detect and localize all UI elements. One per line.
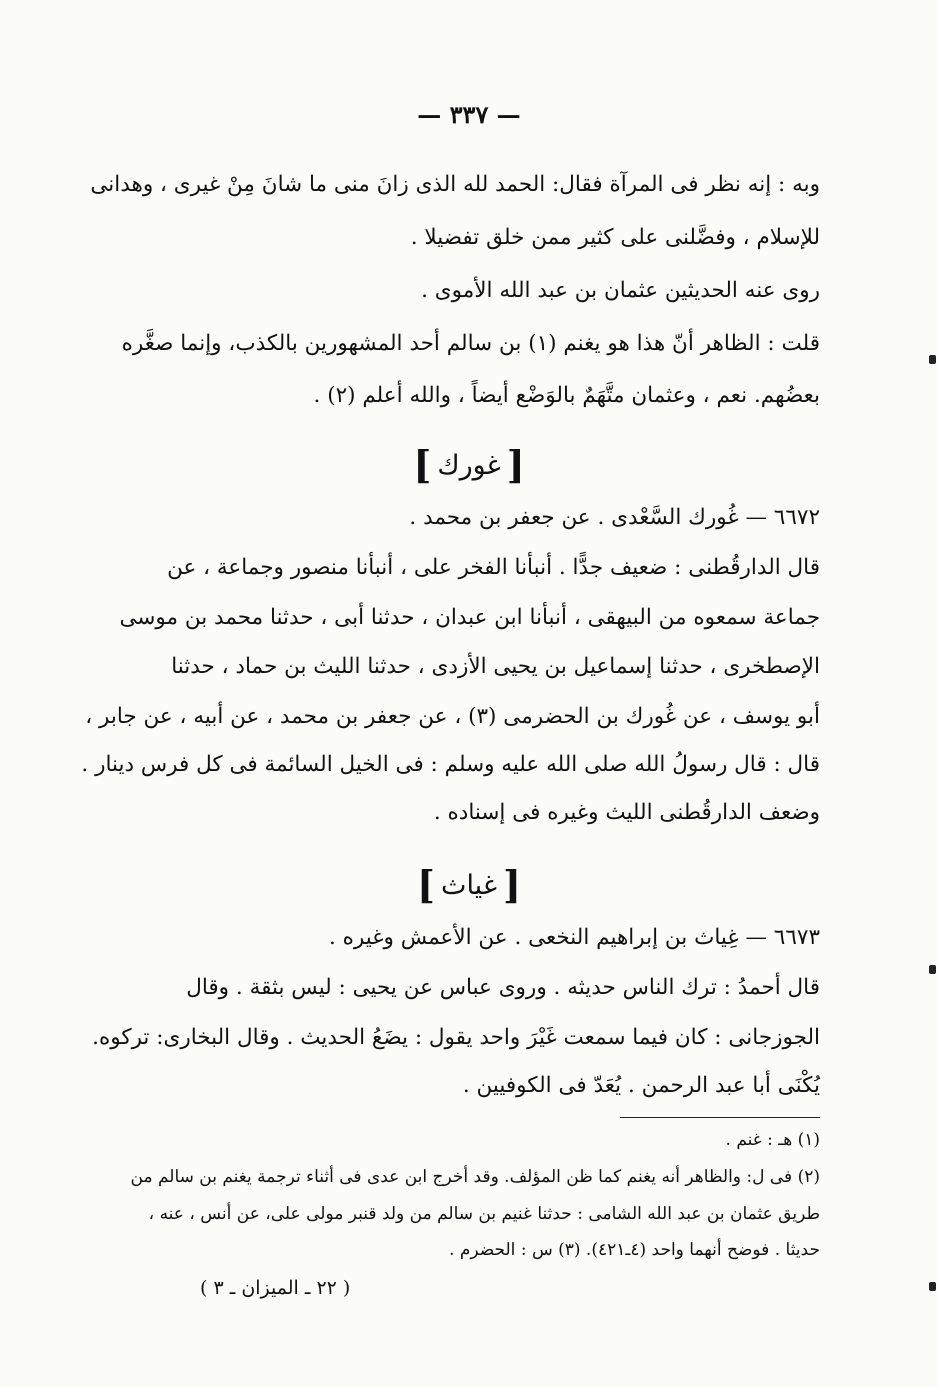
entry-line: أبو يوسف ، عن غُورك بن الحضرمى (٣) ، عن جعفر بن محمد ، عن أبيه ، عن جابر ، — [85, 704, 820, 729]
entry-line: الجوزجانى : كان فيما سمعت غَيْرَ واحد يقول : يضَعُ الحديث . وقال البخارى: تركوه. — [92, 1025, 820, 1050]
section-heading-ghawrak — [0, 442, 938, 487]
edge-mark — [929, 965, 936, 974]
entry-line: قال أحمدُ : ترك الناس حديثه . وروى عباس عن يحيى : ليس بثقة . وقال — [186, 975, 820, 1000]
body-line: قلت : الظاهر أنّ هذا هو يغنم (١) بن سالم أحد المشهورين بالكذب، وإنما صغَّره — [121, 331, 820, 356]
footnote-line: حديثا . فوضح أنهما واحد (٤ـ٤٢١). (٣) س : الحضرم . — [449, 1240, 820, 1260]
body-line: وبه : إنه نظر فى المرآة فقال: الحمد لله الذى زانَ منى ما شانَ مِنْ غيرى ، وهدانى — [90, 172, 820, 197]
bracket-close: ] — [417, 862, 436, 907]
signature-mark: ( ٢٢ ـ الميزان ـ ٣ ) — [200, 1277, 351, 1299]
footnote-line: طريق عثمان بن عبد الله الشامى : حدثنا غنيم بن سالم من ولد قنبر مولى على، عن أنس ، عنه ، — [148, 1204, 820, 1224]
entry-line: الإصطخرى ، حدثنا إسماعيل بن يحيى الأزدى ، حدثنا الليث بن حماد ، حدثنا — [171, 654, 820, 679]
entry-line: قال : قال رسولُ الله صلى الله عليه وسلم : فى الخيل السائمة فى كل فرس دينار . — [81, 752, 820, 777]
section-heading-text: غورك — [437, 450, 501, 481]
body-line: بعضُهم. نعم ، وعثمان متَّهَمٌ بالوَضْع أيضاً ، والله أعلم (٢) . — [313, 383, 820, 408]
body-line: للإسلام ، وفضَّلنى على كثير ممن خلق تفضيلا . — [410, 225, 820, 250]
entry-line: ٦٦٧٢ — غُورك السَّعْدى . عن جعفر بن محمد . — [409, 505, 820, 530]
page-number: — ٣٣٧ — — [417, 100, 521, 129]
edge-mark — [929, 1282, 936, 1291]
footnote-line: (٢) فى ل: والظاهر أنه يغنم كما ظن المؤلف. وقد أخرج ابن عدى فى أثناء ترجمة يغنم بن سالم من — [130, 1167, 820, 1187]
section-heading-text: غياث — [441, 870, 497, 901]
body-line: روى عنه الحديثين عثمان بن عبد الله الأموى . — [421, 278, 820, 303]
bracket-open: [ — [506, 442, 525, 487]
entry-line: يُكْنَى أبا عبد الرحمن . يُعَدّ فى الكوفيين . — [462, 1073, 820, 1098]
section-heading-ghiyath — [0, 862, 938, 907]
entry-line: ٦٦٧٣ — غِياث بن إبراهيم النخعى . عن الأعمش وغيره . — [328, 925, 820, 950]
footnote-rule — [620, 1117, 820, 1118]
entry-line: وضعف الدارقُطنى الليث وغيره فى إسناده . — [433, 800, 820, 825]
footnote-line: (١) هـ : غنم . — [725, 1130, 820, 1150]
bracket-close: ] — [413, 442, 432, 487]
entry-line: قال الدارقُطنى : ضعيف جدًّا . أنبأنا الفخر على ، أنبأنا منصور وجماعة ، عن — [167, 555, 820, 580]
bracket-open: [ — [502, 862, 521, 907]
edge-mark — [929, 355, 936, 364]
entry-line: جماعة سمعوه من البيهقى ، أنبأنا ابن عبدان ، حدثنا أبى ، حدثنا محمد بن موسى — [119, 605, 820, 630]
